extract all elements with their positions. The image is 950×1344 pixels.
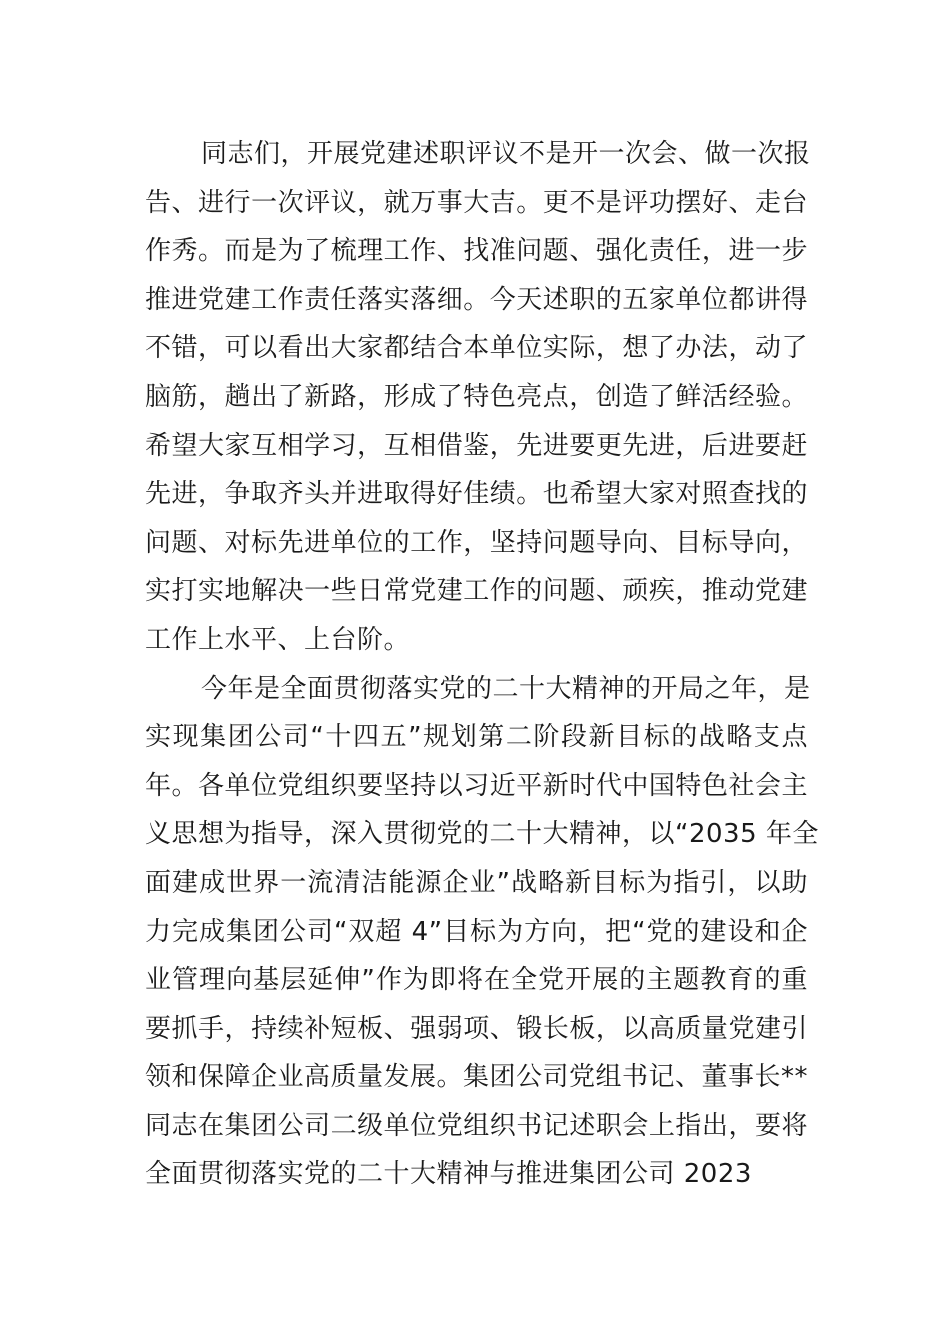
- text-line: 业管理向基层延伸”作为即将在全党开展的主题教育的重: [145, 965, 808, 996]
- paragraph-2: [145, 665, 819, 1200]
- text-line: 推进党建工作责任落实落细。今天述职的五家单位都讲得: [145, 284, 808, 315]
- text-line: 今年是全面贯彻落实党的二十大精神的开局之年，是: [201, 673, 811, 704]
- text-line: 问题、对标先进单位的工作，坚持问题导向、目标导向，: [145, 527, 808, 558]
- text-line: 面建成世界一流清洁能源企业”战略新目标为指引，以助: [145, 867, 808, 898]
- paragraph-1: [145, 130, 811, 665]
- text-line: 先进，争取齐头并进取得好佳绩。也希望大家对照查找的: [145, 479, 808, 510]
- text-line: 实现集团公司“十四五”规划第二阶段新目标的战略支点: [145, 722, 808, 753]
- text-line: 工作上水平、上台阶。: [145, 624, 411, 655]
- document-body: [145, 130, 819, 1199]
- text-line: 同志在集团公司二级单位党组织书记述职会上指出，要将: [145, 1110, 808, 1141]
- text-line: 脑筋，趟出了新路，形成了特色亮点，创造了鲜活经验。: [145, 381, 808, 412]
- text-line: 告、进行一次评议，就万事大吉。更不是评功摆好、走台: [145, 187, 808, 218]
- text-line: 希望大家互相学习，互相借鉴，先进要更先进，后进要赶: [145, 430, 808, 461]
- text-line: 义思想为指导，深入贯彻党的二十大精神，以“2035 年全: [145, 819, 819, 850]
- text-line: 力完成集团公司“双超 4”目标为方向，把“党的建设和企: [145, 916, 808, 947]
- text-line: 实打实地解决一些日常党建工作的问题、顽疾，推动党建: [145, 576, 808, 607]
- text-line: 年。各单位党组织要坚持以习近平新时代中国特色社会主: [145, 770, 808, 801]
- text-line: 不错，可以看出大家都结合本单位实际，想了办法，动了: [145, 333, 808, 364]
- text-line: 要抓手，持续补短板、强弱项、锻长板，以高质量党建引: [145, 1013, 808, 1044]
- text-line: 领和保障企业高质量发展。集团公司党组书记、董事长**: [145, 1062, 809, 1093]
- text-line: 作秀。而是为了梳理工作、找准问题、强化责任，进一步: [145, 236, 808, 267]
- text-line: 同志们，开展党建述职评议不是开一次会、做一次报: [201, 139, 811, 169]
- text-line: 全面贯彻落实党的二十大精神与推进集团公司 2023: [145, 1159, 752, 1190]
